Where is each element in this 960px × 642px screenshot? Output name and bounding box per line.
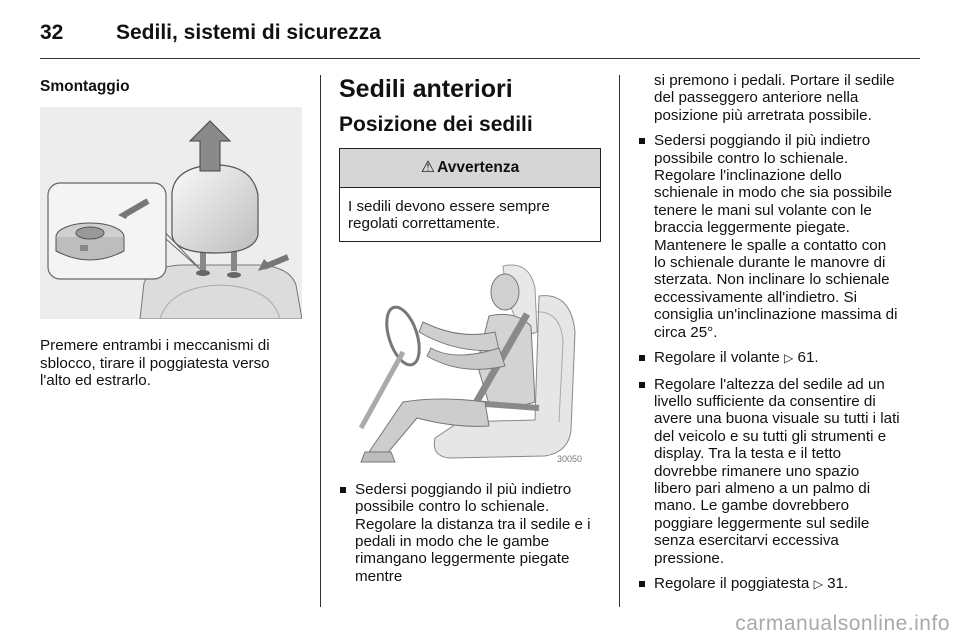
page-number: 32 <box>40 21 64 44</box>
warning-icon: ⚠ <box>420 159 436 177</box>
warning-box <box>339 148 601 242</box>
column-divider-1 <box>320 75 321 607</box>
page-header <box>40 18 381 48</box>
column-middle <box>339 72 601 585</box>
warning-header <box>340 149 600 188</box>
list-item: Sedersi poggiando il più indietro possibile contro lo schienale. Regolare la distanza tra il sedile e i pedali in modo che le gambe rimangano leggermente piegate mentre <box>339 481 601 585</box>
page-ref-link[interactable]: 61. <box>797 349 819 367</box>
column-right <box>638 72 900 593</box>
list-item: Sedersi poggiando il più indietro possibile contro lo schienale. Regolare l'inclinazione dello schienale in modo che sia possibile tenere le mani sul volante con le braccia leggermente piegate. Mantenere le spalle a contatto con lo schienale durante le manovre di sterzata. Non inclinare lo schienale eccessivamente all'indietro. Si consiglia un'inclinazione massima di circa 25°. <box>638 132 900 341</box>
figure-code: 30050 <box>557 453 583 464</box>
section-subheading-smontaggio: Smontaggio <box>40 78 130 95</box>
seat-bullet-list <box>339 481 601 585</box>
watermark: carmanualsonline.info <box>735 612 950 635</box>
removal-instructions: Premere entrambi i meccanismi di sblocco, tirare il poggiatesta verso l'alto ed estrarlo. <box>40 337 270 390</box>
list-item: Regolare il poggiatesta ▷ 31. <box>638 575 900 593</box>
subheading-posizione-dei-sedili: Posizione dei sedili <box>339 113 533 136</box>
page-ref-icon: ▷ <box>784 351 794 366</box>
warning-title: Avvertenza <box>437 159 520 177</box>
adjustment-bullet-list <box>638 132 900 593</box>
driver-illustration <box>339 252 601 467</box>
continued-text: si premono i pedali. Portare il sedile del passeggero anteriore nella posizione più arretrata possibile. <box>654 72 895 124</box>
header-rule <box>40 58 920 59</box>
page-ref-link[interactable]: 31. <box>827 574 849 592</box>
warning-text: I sedili devono essere sempre regolati correttamente. <box>348 198 550 233</box>
list-item: Regolare il volante ▷ 61. <box>638 349 900 367</box>
page-header-title: Sedili, sistemi di sicurezza <box>116 21 381 44</box>
page-ref-icon: ▷ <box>813 576 823 591</box>
headrest-removal-figure <box>40 107 302 319</box>
column-left <box>40 72 302 390</box>
section-heading-sedili-anteriori: Sedili anteriori <box>339 75 513 103</box>
headrest-illustration <box>40 107 302 319</box>
seating-position-figure <box>339 252 601 467</box>
list-item: Regolare l'altezza del sedile ad un livello sufficiente da consentire di avere una buona visuale su tutti i lati del veicolo e su tutti gli strumenti e display. Tra la testa e il tetto dovrebbe rimanere uno spazio libero pari almeno a un palmo di mano. Le gambe dovrebbero poggiare leggermente sul sedile senza esercitarvi eccessiva pressione. <box>638 376 900 567</box>
column-divider-2 <box>619 75 620 607</box>
